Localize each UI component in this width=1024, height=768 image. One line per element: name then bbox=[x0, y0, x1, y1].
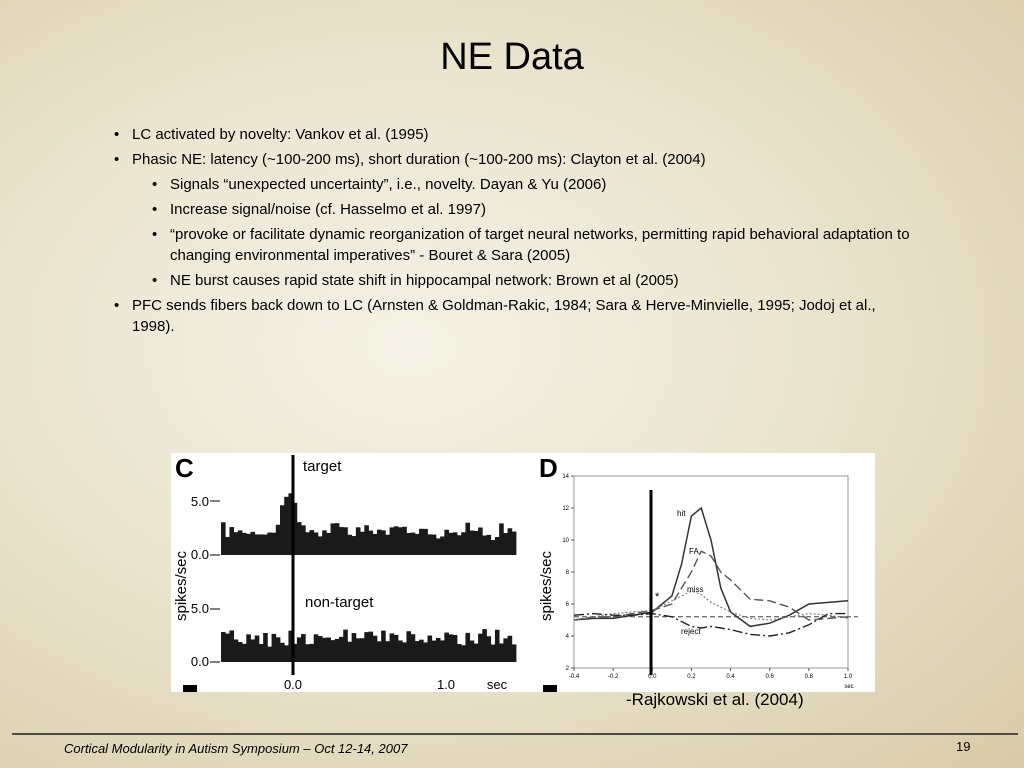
bullet-item: • PFC sends fibers back down to LC (Arnsten & Goldman-Rakic, 1984; Sara & Herve-Minvielle, 1995; Jodoj et al., 1998). bbox=[112, 295, 912, 337]
footer-event: Cortical Modularity in Autism Symposium – Oct 12-14, 2007 bbox=[64, 741, 408, 756]
histogram-bar bbox=[373, 636, 378, 662]
histogram-bar bbox=[411, 634, 416, 662]
histogram-bar bbox=[221, 522, 226, 555]
panel-d-series-label: miss bbox=[687, 585, 704, 594]
histogram-bar bbox=[419, 640, 424, 662]
histogram-bar bbox=[229, 527, 234, 555]
histogram-bar bbox=[457, 535, 462, 555]
bullet-list bbox=[112, 124, 912, 341]
histogram-bar bbox=[474, 531, 479, 555]
histogram-bar bbox=[242, 533, 247, 555]
sub-bullet-item: • Signals “unexpected uncertainty”, i.e., novelty. Dayan & Yu (2006) bbox=[150, 174, 912, 195]
histogram-bar bbox=[305, 532, 310, 555]
bullet-item: • LC activated by novelty: Vankov et al. (1995) bbox=[112, 124, 912, 145]
panel-d-corner-mark bbox=[543, 685, 557, 692]
histogram-bar bbox=[347, 535, 352, 555]
histogram-bar bbox=[512, 644, 517, 662]
panel-d-ylabel: spikes/sec bbox=[538, 550, 555, 621]
figure-citation: -Rajkowski et al. (2004) bbox=[626, 690, 804, 709]
histogram-bar bbox=[347, 642, 352, 662]
histogram-bar bbox=[394, 526, 399, 555]
histogram-bar bbox=[385, 535, 390, 555]
histogram-bar bbox=[398, 527, 403, 555]
histogram-bar bbox=[487, 535, 492, 555]
panel-c-xtick: 1.0 bbox=[436, 677, 456, 692]
histogram-bar bbox=[369, 531, 374, 555]
histogram-bar bbox=[356, 638, 361, 662]
histogram-bar bbox=[360, 532, 365, 555]
histogram-bar bbox=[411, 533, 416, 555]
histogram-bar bbox=[495, 537, 500, 555]
histogram-bar bbox=[423, 529, 428, 555]
histogram-bar bbox=[310, 530, 315, 555]
histogram-bar bbox=[276, 525, 281, 555]
histogram-bar bbox=[406, 631, 411, 662]
histogram-bar bbox=[377, 641, 382, 662]
histogram-bar bbox=[246, 634, 251, 662]
histogram-bar bbox=[482, 629, 487, 662]
histogram-bar bbox=[242, 644, 247, 662]
histogram-bar bbox=[343, 527, 348, 555]
histogram-bar bbox=[390, 633, 395, 662]
histogram-bar bbox=[444, 530, 449, 555]
panel-d-series-label: FA bbox=[689, 547, 699, 556]
histogram-bar bbox=[453, 635, 458, 662]
series-line-fa bbox=[574, 551, 848, 620]
histogram-bar bbox=[423, 642, 428, 662]
histogram-bar bbox=[272, 634, 277, 662]
histogram-bar bbox=[503, 638, 508, 662]
panel-d-ytick: 12 bbox=[562, 506, 569, 512]
histogram-bar bbox=[234, 532, 239, 555]
histogram-bar bbox=[263, 633, 268, 662]
panel-c-xtick: 0.0 bbox=[283, 677, 303, 692]
histogram-bar bbox=[322, 530, 327, 555]
panel-d-letter: D bbox=[539, 453, 558, 483]
footer-divider bbox=[12, 733, 1018, 735]
histogram-bar bbox=[449, 634, 454, 662]
page-number: 19 bbox=[956, 739, 971, 754]
panel-d-ytick: 14 bbox=[562, 474, 569, 480]
panel-d-ytick: 10 bbox=[562, 538, 569, 544]
histogram-bar bbox=[470, 531, 475, 555]
panel-d-xtick: -0.2 bbox=[607, 674, 619, 680]
histogram-bar bbox=[482, 536, 487, 555]
panel-d-ytick: 4 bbox=[565, 634, 569, 640]
panel-d bbox=[538, 453, 858, 692]
panel-d-xaxis bbox=[569, 668, 853, 680]
histogram-bar bbox=[314, 634, 319, 662]
histogram-bar bbox=[381, 530, 386, 555]
histogram-bar bbox=[406, 533, 411, 555]
histogram-bar bbox=[369, 632, 374, 662]
histogram-bar bbox=[491, 540, 496, 555]
histogram-bar bbox=[280, 643, 285, 662]
histogram-bar bbox=[495, 630, 500, 662]
histogram-bar bbox=[331, 523, 336, 555]
histogram-bar bbox=[457, 644, 462, 662]
histogram-bar bbox=[508, 528, 513, 555]
histogram-bar bbox=[255, 635, 260, 662]
panel-d-xtick: 0.6 bbox=[765, 674, 774, 680]
histogram-bar bbox=[339, 527, 344, 555]
histogram-bar bbox=[234, 639, 239, 662]
histogram-bar bbox=[364, 525, 369, 555]
sub-bullet-item: • NE burst causes rapid state shift in hippocampal network: Brown et al (2005) bbox=[150, 270, 912, 291]
histogram-bar bbox=[478, 528, 483, 556]
histogram-bar bbox=[284, 497, 289, 555]
figure-image bbox=[171, 453, 875, 692]
histogram-bar bbox=[474, 644, 479, 662]
histogram-bar bbox=[225, 634, 230, 662]
histogram-bar bbox=[499, 523, 504, 555]
panel-c-bottom-label: non-target bbox=[305, 594, 374, 611]
histogram-bar bbox=[465, 523, 470, 555]
histogram-bar bbox=[326, 533, 331, 555]
histogram-bar bbox=[436, 538, 441, 555]
histogram-bar bbox=[503, 533, 508, 555]
histogram-bar bbox=[305, 644, 310, 662]
panel-d-ytick: 8 bbox=[565, 570, 569, 576]
histogram-bar bbox=[428, 636, 433, 662]
histogram-bar bbox=[499, 643, 504, 662]
histogram-bar bbox=[238, 530, 243, 555]
histogram-bar bbox=[297, 522, 302, 555]
histogram-bar bbox=[461, 532, 466, 555]
histogram-bar bbox=[255, 534, 260, 555]
panel-c-ytick: 0.0 bbox=[190, 654, 209, 669]
histogram-bar bbox=[331, 640, 336, 662]
histogram-bar bbox=[478, 634, 483, 662]
histogram-bar bbox=[428, 534, 433, 555]
histogram-bar bbox=[432, 641, 437, 662]
histogram-bar bbox=[229, 630, 234, 662]
panel-d-yaxis bbox=[562, 474, 574, 672]
panel-c-ytick: 5.0 bbox=[190, 494, 209, 509]
panel-d-ytick: 2 bbox=[565, 666, 569, 672]
panel-c-letter: C bbox=[175, 453, 194, 483]
histogram-bar bbox=[402, 527, 407, 555]
histogram-bar bbox=[436, 638, 441, 662]
panel-d-xunit: sec bbox=[844, 684, 854, 690]
histogram-bar bbox=[335, 523, 340, 555]
histogram-bar bbox=[326, 638, 331, 662]
histogram-bar bbox=[251, 532, 256, 555]
panel-d-star: * bbox=[655, 591, 660, 603]
histogram-bar bbox=[322, 638, 327, 662]
histogram-bar bbox=[398, 640, 403, 662]
panel-d-lines bbox=[574, 508, 858, 636]
histogram-bar bbox=[444, 633, 449, 662]
histogram-bar bbox=[449, 533, 454, 555]
panel-c-nontarget-histogram bbox=[221, 629, 516, 662]
histogram-bar bbox=[373, 534, 378, 555]
histogram-bar bbox=[508, 636, 513, 662]
histogram-bar bbox=[415, 641, 420, 662]
histogram-bar bbox=[356, 527, 361, 555]
histogram-bar bbox=[377, 530, 382, 555]
histogram-bar bbox=[318, 636, 323, 662]
panel-c-top-label: target bbox=[303, 458, 342, 475]
panel-d-xtick: 0.8 bbox=[804, 674, 814, 680]
histogram-bar bbox=[297, 637, 302, 662]
histogram-bar bbox=[267, 533, 272, 555]
histogram-bar bbox=[415, 534, 420, 555]
panel-c-ylabel: spikes/sec bbox=[173, 550, 190, 621]
panel-d-xtick: 0.0 bbox=[648, 674, 657, 680]
histogram-bar bbox=[465, 633, 470, 662]
histogram-bar bbox=[276, 637, 281, 662]
histogram-bar bbox=[251, 639, 256, 662]
histogram-bar bbox=[470, 641, 475, 662]
histogram-bar bbox=[385, 641, 390, 662]
panel-d-xtick: -0.4 bbox=[568, 674, 580, 680]
panel-d-xtick: 0.4 bbox=[726, 674, 735, 680]
histogram-bar bbox=[284, 645, 289, 662]
series-line-hit bbox=[574, 508, 848, 626]
panel-c-target-histogram bbox=[221, 493, 516, 555]
histogram-bar bbox=[343, 630, 348, 662]
histogram-bar bbox=[238, 642, 243, 662]
histogram-bar bbox=[440, 640, 445, 662]
histogram-bar bbox=[246, 534, 251, 555]
histogram-bar bbox=[394, 635, 399, 662]
panel-d-xtick: 1.0 bbox=[843, 674, 853, 680]
histogram-bar bbox=[453, 532, 458, 555]
panel-d-plot-frame bbox=[574, 476, 848, 668]
panel-c-ytick: 0.0 bbox=[190, 547, 209, 562]
histogram-bar bbox=[280, 505, 285, 555]
histogram-bar bbox=[432, 535, 437, 555]
histogram-bar bbox=[440, 536, 445, 555]
panel-d-series-label: reject bbox=[681, 627, 701, 636]
histogram-bar bbox=[225, 537, 230, 555]
histogram-bar bbox=[310, 644, 315, 662]
histogram-bar bbox=[318, 536, 323, 555]
sub-bullet-item: • Increase signal/noise (cf. Hasselmo et al. 1997) bbox=[150, 199, 912, 220]
histogram-bar bbox=[491, 645, 496, 662]
histogram-bar bbox=[364, 632, 369, 662]
histogram-bar bbox=[381, 631, 386, 662]
panel-c bbox=[173, 453, 516, 692]
histogram-bar bbox=[352, 536, 357, 555]
histogram-bar bbox=[259, 644, 264, 662]
panel-d-series-label: hit bbox=[677, 509, 686, 518]
sub-bullet-item: • “provoke or facilitate dynamic reorganization of target neural networks, permitting rapid behavioral adaptation to changing environmental imperatives” - Bouret & Sara (2005) bbox=[150, 224, 912, 266]
histogram-bar bbox=[339, 637, 344, 662]
panel-c-xunit: sec bbox=[486, 677, 508, 692]
histogram-bar bbox=[301, 525, 306, 555]
histogram-bar bbox=[267, 647, 272, 662]
histogram-bar bbox=[263, 535, 268, 555]
histogram-bar bbox=[301, 634, 306, 662]
histogram-bar bbox=[272, 533, 277, 555]
histogram-bar bbox=[352, 633, 357, 662]
histogram-bar bbox=[512, 532, 517, 555]
panel-c-ytick: 5.0 bbox=[190, 601, 209, 616]
histogram-bar bbox=[419, 529, 424, 555]
histogram-bar bbox=[221, 632, 226, 662]
slide-title: NE Data bbox=[440, 36, 584, 78]
bullet-item: • Phasic NE: latency (~100-200 ms), short duration (~100-200 ms): Clayton et al. (2004) bbox=[112, 149, 912, 170]
panel-d-xtick: 0.2 bbox=[687, 674, 696, 680]
histogram-bar bbox=[461, 645, 466, 662]
histogram-bar bbox=[360, 638, 365, 662]
histogram-bar bbox=[314, 532, 319, 555]
panel-d-ytick: 6 bbox=[565, 602, 569, 608]
histogram-bar bbox=[487, 636, 492, 662]
histogram-bar bbox=[259, 534, 264, 555]
histogram-bar bbox=[402, 642, 407, 662]
panel-c-corner-mark bbox=[183, 685, 197, 692]
histogram-bar bbox=[390, 527, 395, 555]
histogram-bar bbox=[335, 639, 340, 662]
